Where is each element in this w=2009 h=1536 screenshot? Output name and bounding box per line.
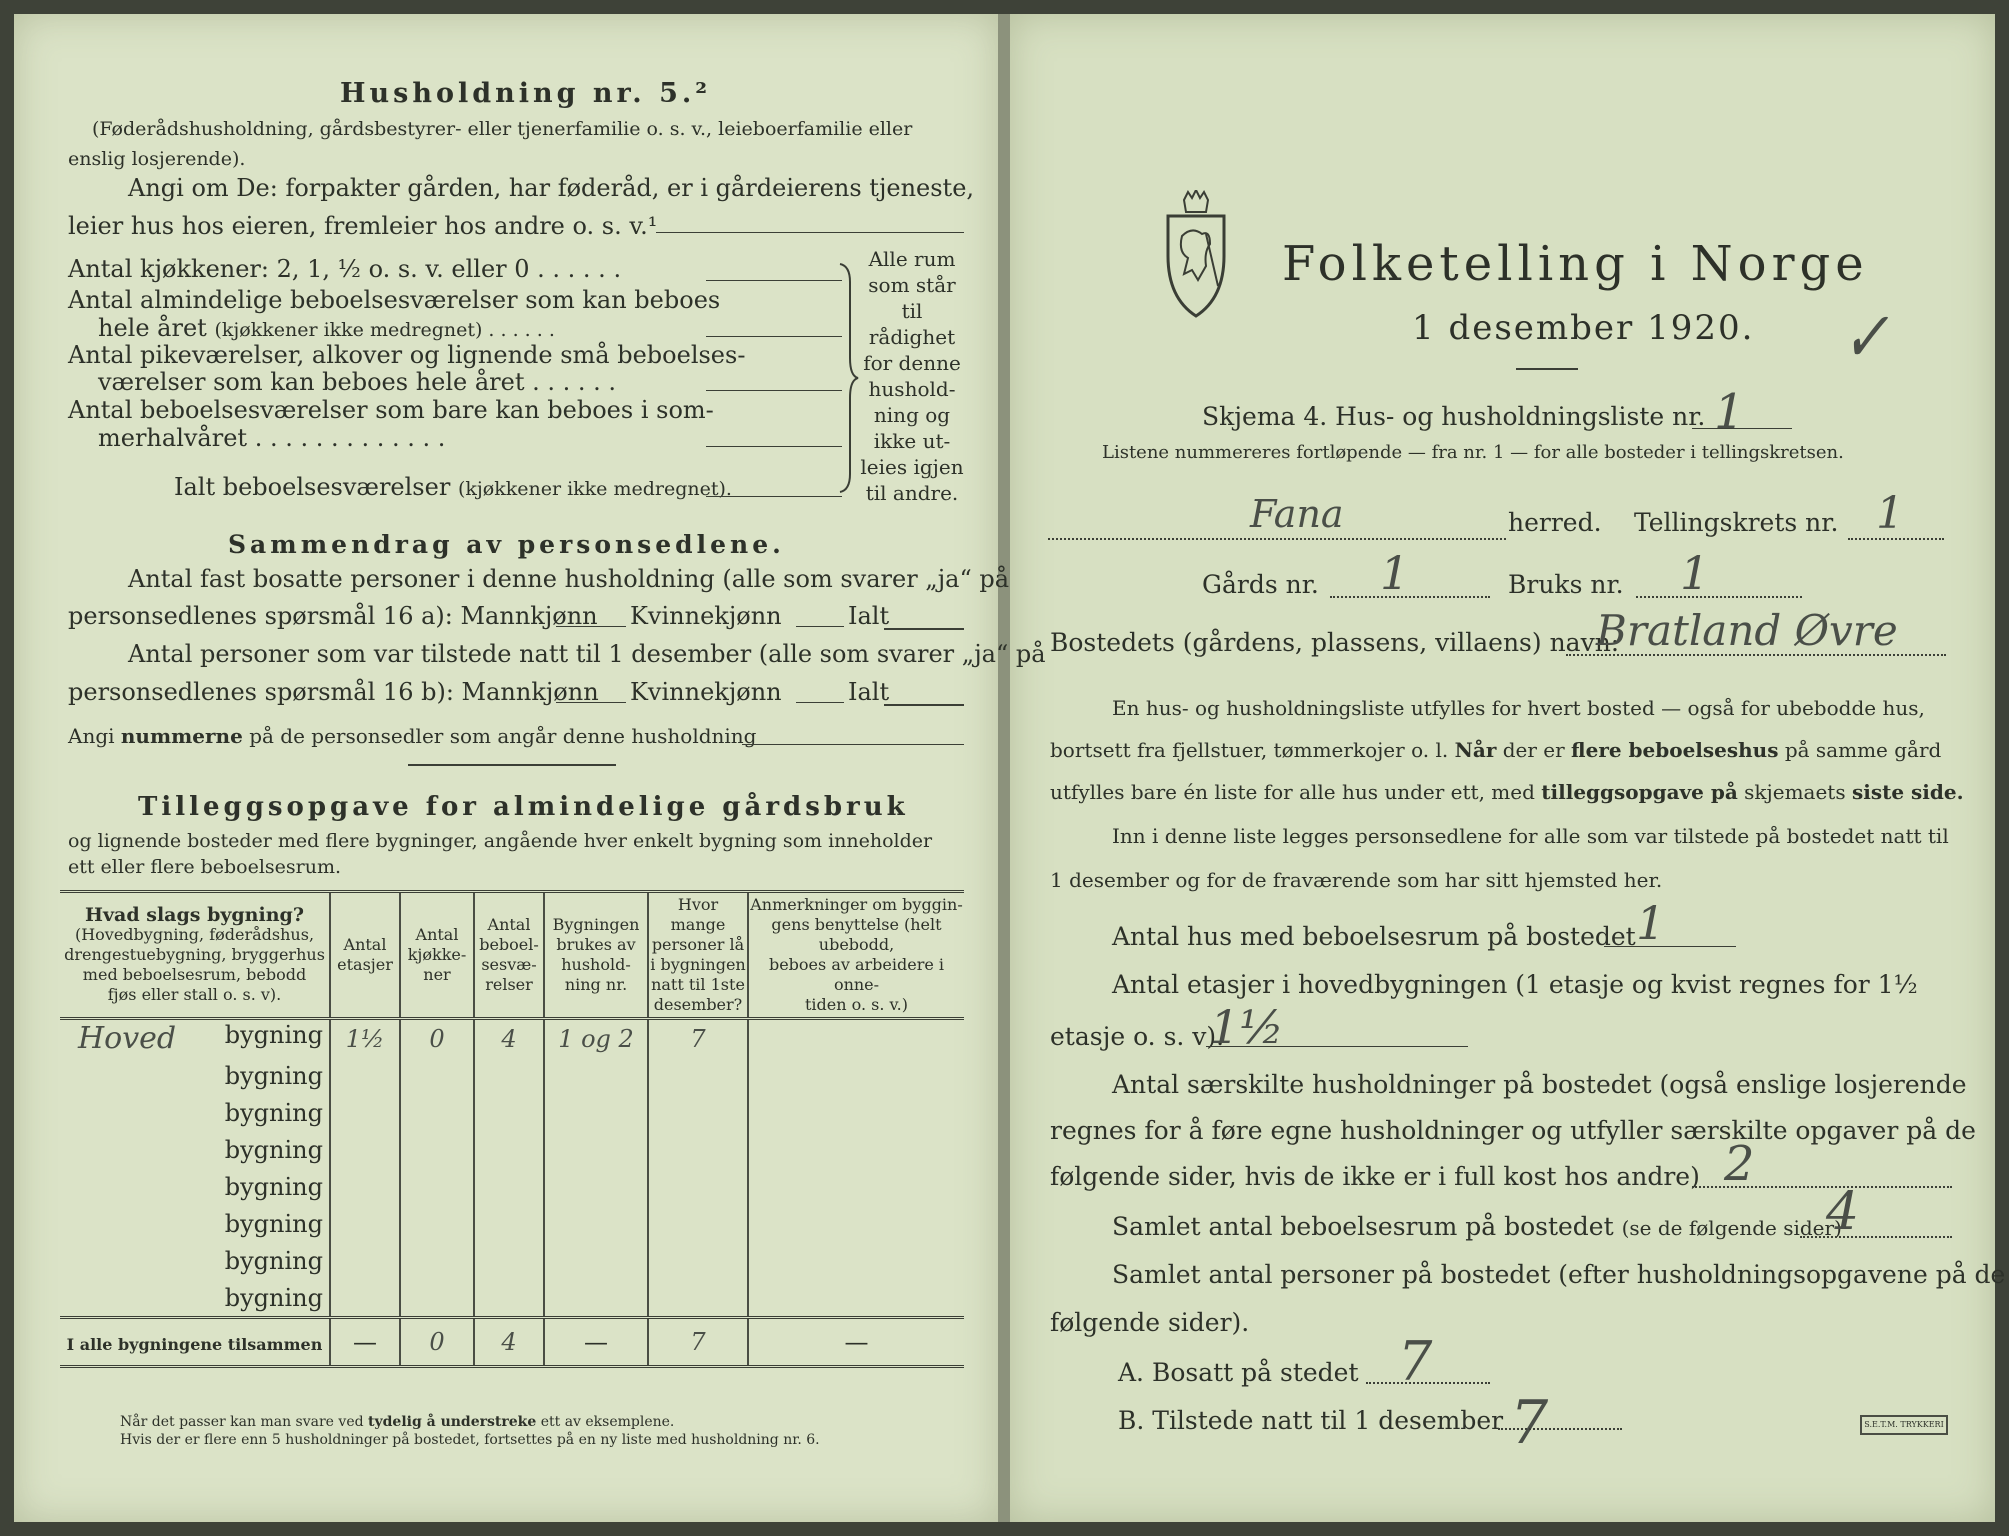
summary-a-male-line[interactable] [556,626,626,627]
footnote-1: Når det passer kan man svare ved tydelig å understreke ett av eksemplene. [120,1414,675,1430]
household-cell[interactable] [544,1057,648,1094]
floors-cell[interactable]: 1½ [330,1019,400,1058]
remarks-cell[interactable] [748,1131,964,1168]
supplement-line2: ett eller flere beboelsesrum. [68,856,342,878]
floors-cell[interactable] [330,1242,400,1279]
table-row [60,1168,964,1205]
col-building-type: Hvad slags bygning? (Hovedbygning, føderådshus, drengestuebygning, bryggerhus med beboelsesrum, bebodd fjøs eller stall o. s. v). [60,892,330,1019]
persons-cell[interactable] [648,1168,748,1205]
total-rooms-answer-line[interactable] [706,496,842,497]
persons-cell[interactable] [648,1242,748,1279]
bosted-value[interactable]: Bratland Øvre [1596,606,1898,655]
summary-a-total-label: Ialt [848,602,890,630]
numbers-answer-line[interactable] [742,744,964,745]
table-row [60,1057,964,1094]
building-name-cell[interactable]: bygning [60,1279,330,1318]
building-name-cell[interactable]: bygning [60,1131,330,1168]
total-rooms-value[interactable]: 4 [1826,1182,1860,1242]
floors-line [1206,1046,1468,1047]
bruks-value[interactable]: 1 [1680,546,1710,600]
present-value[interactable]: 7 [1510,1388,1549,1458]
summary-b-total-line[interactable] [884,704,964,706]
col-persons: Hvor mange personer lå i bygningen natt til 1ste desember? [648,892,748,1019]
total-persons-question-2: følgende sider). [1050,1308,1250,1337]
rooms-cell[interactable] [474,1094,544,1131]
remarks-cell[interactable] [748,1057,964,1094]
instruction-3: utfylles bare én liste for alle hus under ett, med tilleggsopgave på skjemaets siste side. [1050,780,1964,804]
kitchens-question: Antal kjøkkener: 2, 1, ½ o. s. v. eller 0 . . . . . . [68,255,622,283]
maid-rooms-answer-line[interactable] [706,390,842,391]
remarks-cell[interactable] [748,1279,964,1318]
rooms-cell[interactable] [474,1205,544,1242]
summary-a-female-line[interactable] [796,626,844,627]
tenure-question-1: Angi om De: forpakter gården, har føderåd, er i gårdeierens tjeneste, [128,174,975,202]
houses-line [1604,946,1736,947]
table-row [60,1242,964,1279]
household-cell[interactable] [544,1279,648,1318]
total-floors-cell[interactable]: — [330,1318,400,1367]
houses-label: Antal hus med beboelsesrum på bostedet [1112,922,1636,951]
title-divider [1516,368,1578,370]
census-date: 1 desember 1920. [1412,308,1755,348]
rooms-cell[interactable] [474,1057,544,1094]
gards-value[interactable]: 1 [1380,546,1410,600]
household-cell[interactable] [544,1205,648,1242]
total-kitchens-cell[interactable]: 0 [400,1318,474,1367]
schema-number[interactable]: 1 [1714,384,1745,440]
table-row [60,1205,964,1242]
rooms-question-2: hele året (kjøkkener ikke medregnet) . . . . . . [98,314,555,342]
rooms-question-1: Antal almindelige beboelsesværelser som kan beboes [68,286,721,314]
supplement-line1: og lignende bosteder med flere bygninger, angående hver enkelt bygning som inneholder [68,830,933,852]
summary-b-line1: Antal personer som var tilstede natt til 1 desember (alle som svarer „ja“ på [128,640,1046,668]
floors-cell[interactable] [330,1094,400,1131]
kitchens-cell[interactable]: 0 [400,1019,474,1058]
building-name-cell[interactable]: Hoved bygning [60,1019,330,1058]
remarks-cell[interactable] [748,1205,964,1242]
remarks-cell[interactable] [748,1019,964,1058]
summary-b-line2: personsedlenes spørsmål 16 b): Mannkjønn [68,678,599,706]
brace-note: Alle rum som står til rådighet for denne hushold- ning og ikke ut- leies igjen til andre. [860,247,964,505]
floors-question: Antal etasjer i hovedbygningen (1 etasje og kvist regnes for 1½ [1112,970,1918,999]
col-rooms: Antal beboel- sesvæ- relser [474,892,544,1019]
summer-rooms-answer-line[interactable] [706,446,842,447]
check-mark: ✓ [1841,296,1889,378]
floors-cell[interactable] [330,1131,400,1168]
brace-icon [836,262,860,494]
resident-line [1366,1382,1490,1384]
floors-cell[interactable] [330,1057,400,1094]
summer-rooms-question-1: Antal beboelsesværelser som bare kan beboes i som- [68,396,714,424]
summary-a-total-line[interactable] [884,628,964,630]
floors-cell[interactable] [330,1279,400,1318]
herred-label: herred. [1508,508,1602,537]
total-rooms-cell[interactable]: 4 [474,1318,544,1367]
household-title: Husholdning nr. 5.² [340,78,712,109]
summary-b-male-line[interactable] [556,702,626,703]
kitchens-cell[interactable] [400,1205,474,1242]
instruction-5: 1 desember og for de fraværende som har sitt hjemsted her. [1050,868,1663,892]
numbers-question: Angi nummerne på de personsedler som angår denne husholdning [68,724,757,748]
footnote-2: Hvis der er flere enn 5 husholdninger på bostedet, fortsettes på en ny liste med husholdning nr. 6. [120,1432,820,1448]
table-row [60,1019,964,1058]
book-gutter [998,14,1010,1522]
herred-line [1048,538,1506,540]
household-cell[interactable]: 1 og 2 [544,1019,648,1058]
buildings-table [60,890,964,1368]
rooms-cell[interactable] [474,1168,544,1205]
building-name-cell[interactable]: bygning [60,1057,330,1094]
rooms-cell[interactable] [474,1279,544,1318]
households-line [1692,1186,1952,1188]
kitchens-cell[interactable] [400,1057,474,1094]
floors-value[interactable]: 1½ [1210,1000,1284,1054]
summary-a-female-label: Kvinnekjønn [630,602,782,630]
col-floors: Antal etasjer [330,892,400,1019]
col-kitchens: Antal kjøkke- ner [400,892,474,1019]
rooms-answer-line[interactable] [706,336,842,337]
persons-cell[interactable] [648,1205,748,1242]
gards-label: Gårds nr. [1202,570,1319,599]
building-name-cell[interactable]: bygning [60,1242,330,1279]
household-cell[interactable] [544,1131,648,1168]
resident-value[interactable]: 7 [1398,1330,1433,1393]
total-persons-cell[interactable]: 7 [648,1318,748,1367]
remarks-cell[interactable] [748,1168,964,1205]
total-persons-question-1: Samlet antal personer på bostedet (efter husholdningsopgavene på de [1112,1260,2006,1289]
floors-cell[interactable] [330,1205,400,1242]
rooms-cell[interactable] [474,1131,544,1168]
maid-rooms-question-1: Antal pikeværelser, alkover og lignende små beboelses- [68,341,746,369]
kitchens-answer-line[interactable] [706,280,842,281]
census-title: Folketelling i Norge [1282,236,1869,292]
rooms-cell[interactable]: 4 [474,1019,544,1058]
tenure-answer-line[interactable] [656,232,964,233]
total-label-cell: I alle bygningene tilsammen [60,1318,330,1367]
persons-cell[interactable] [648,1094,748,1131]
household-subtitle-1: (Føderådshusholdning, gårdsbestyrer- eller tjenerfamilie o. s. v., leieboerfamilie eller [92,118,913,140]
rooms-cell[interactable] [474,1242,544,1279]
summary-b-total-label: Ialt [848,678,890,706]
households-question-3: følgende sider, hvis de ikke er i full kost hos andre) [1050,1162,1700,1191]
printer-stamp: S.E.T.M. TRYKKERI [1860,1415,1948,1435]
section-divider [408,764,616,766]
total-remarks-cell[interactable]: — [748,1318,964,1367]
kitchens-cell[interactable] [400,1242,474,1279]
tenure-question-2: leier hus hos eieren, fremleier hos andre o. s. v.¹ [68,212,658,240]
total-household-cell[interactable]: — [544,1318,648,1367]
summer-rooms-question-2: merhalvåret . . . . . . . . . . . . . [98,424,446,452]
krets-value[interactable]: 1 [1876,488,1904,539]
bruks-line [1636,596,1802,598]
floors-cell[interactable] [330,1168,400,1205]
col-remarks: Anmerkninger om byggin- gens benyttelse (helt ubebodd, beboes av arbeidere i onne- tiden o. s. v.) [748,892,964,1019]
coat-of-arms-icon [1158,190,1234,320]
table-row [60,1094,964,1131]
houses-value[interactable]: 1 [1636,896,1666,950]
total-rooms-question: Samlet antal beboelsesrum på bostedet (se de følgende sider) [1112,1212,1842,1241]
krets-line [1848,538,1944,540]
instruction-1: En hus- og husholdningsliste utfylles for hvert bosted — også for ubebodde hus, [1112,696,1925,720]
building-name-cell[interactable]: bygning [60,1168,330,1205]
persons-cell[interactable] [648,1057,748,1094]
summary-title: Sammendrag av personsedlene. [228,530,785,559]
table-header-row [60,892,964,1019]
remarks-cell[interactable] [748,1094,964,1131]
bruks-label: Bruks nr. [1508,570,1624,599]
persons-cell[interactable] [648,1131,748,1168]
kitchens-cell[interactable] [400,1168,474,1205]
krets-label: Tellingskrets nr. [1634,508,1839,537]
supplement-title: Tilleggsopgave for almindelige gårdsbruk [138,792,909,822]
persons-cell[interactable] [648,1279,748,1318]
persons-cell[interactable]: 7 [648,1019,748,1058]
households-question-2: regnes for å føre egne husholdninger og utfyller særskilte opgaver på de [1050,1116,1976,1145]
household-cell[interactable] [544,1242,648,1279]
table-row [60,1279,964,1318]
col-household: Bygningen brukes av hushold- ning nr. [544,892,648,1019]
floors-label: etasje o. s. v). [1050,1022,1225,1051]
gards-line [1330,596,1490,598]
building-name-cell[interactable]: bygning [60,1094,330,1131]
present-label: B. Tilstede natt til 1 desember [1118,1406,1504,1435]
summary-b-female-line[interactable] [796,702,844,703]
resident-label: A. Bosatt på stedet [1118,1358,1359,1387]
kitchens-cell[interactable] [400,1279,474,1318]
kitchens-cell[interactable] [400,1094,474,1131]
numbering-note: Listene nummereres fortløpende — fra nr. 1 — for alle bosteder i tellingskretsen. [1102,442,1844,463]
households-question-1: Antal særskilte husholdninger på bostedet (også enslige losjerende [1112,1070,1967,1099]
schema-number-line [1692,428,1792,429]
herred-value[interactable]: Fana [1250,492,1344,536]
summary-a-line1: Antal fast bosatte personer i denne husholdning (alle som svarer „ja“ på [128,565,1010,593]
household-subtitle-2: enslig losjerende). [68,148,246,170]
building-name-cell[interactable]: bygning [60,1205,330,1242]
table-row [60,1131,964,1168]
kitchens-cell[interactable] [400,1131,474,1168]
household-cell[interactable] [544,1168,648,1205]
bosted-label: Bostedets (gårdens, plassens, villaens) navn: [1050,628,1620,657]
summary-b-female-label: Kvinnekjønn [630,678,782,706]
total-rooms-label: Ialt beboelsesværelser (kjøkkener ikke medregnet). [174,473,732,501]
instruction-4: Inn i denne liste legges personsedlene for alle som var tilstede på bostedet natt til [1112,824,1949,848]
household-cell[interactable] [544,1094,648,1131]
bosted-line [1566,654,1946,656]
households-value[interactable]: 2 [1724,1136,1755,1192]
instruction-2: bortsett fra fjellstuer, tømmerkojer o. l. Når der er flere beboelseshus på samme gård [1050,738,1942,762]
total-rooms-line [1800,1236,1952,1238]
summary-a-line2: personsedlenes spørsmål 16 a): Mannkjønn [68,602,598,630]
table-total-row [60,1318,964,1367]
present-line [1498,1428,1622,1430]
schema-label: Skjema 4. Hus- og husholdningsliste nr. [1202,402,1706,431]
maid-rooms-question-2: værelser som kan beboes hele året . . . . . . [98,368,617,396]
remarks-cell[interactable] [748,1242,964,1279]
